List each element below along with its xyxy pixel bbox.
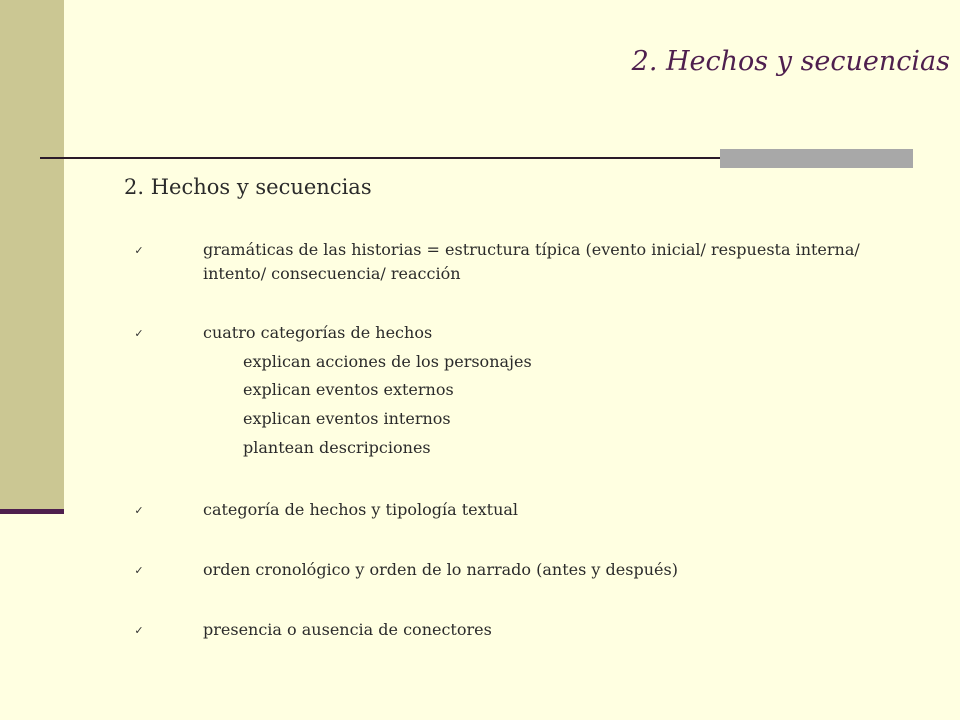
side-decor-line <box>0 509 64 514</box>
side-decor-band <box>0 0 64 510</box>
bullet-text: presencia o ausencia de conectores <box>203 620 492 639</box>
sub-item: explican acciones de los personajes <box>243 352 532 371</box>
section-heading: 2. Hechos y secuencias <box>124 175 372 199</box>
check-icon: ✓ <box>134 504 144 517</box>
sub-item: plantean descripciones <box>243 438 431 457</box>
check-icon: ✓ <box>134 624 144 637</box>
sub-item: explican eventos internos <box>243 409 451 428</box>
bullet-text: orden cronológico y orden de lo narrado (antes y después) <box>203 560 678 579</box>
check-icon: ✓ <box>134 327 144 340</box>
check-icon: ✓ <box>134 244 144 257</box>
bullet-text: categoría de hechos y tipología textual <box>203 500 519 519</box>
check-icon: ✓ <box>134 564 144 577</box>
slide-title: 2. Hechos y secuencias <box>631 46 950 77</box>
bullet-text: cuatro categorías de hechos <box>203 323 433 342</box>
bullet-text: gramáticas de las historias = estructura típica (evento inicial/ respuesta interna/ intento/ consecuencia/ reacción <box>203 240 860 283</box>
sub-item: explican eventos externos <box>243 380 454 399</box>
title-divider-accent <box>720 149 913 168</box>
